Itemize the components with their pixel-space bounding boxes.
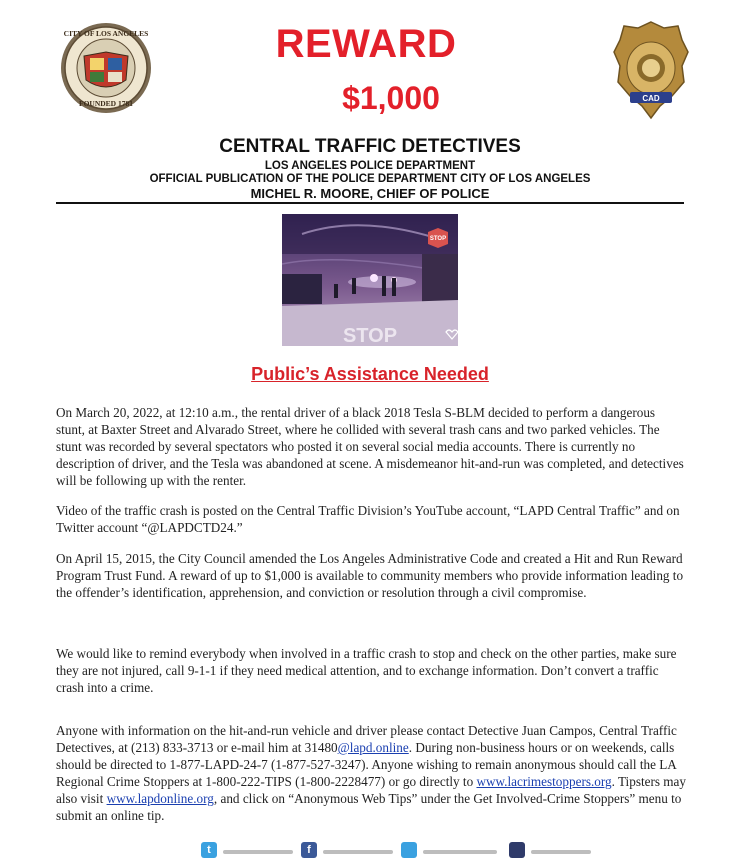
facebook-icon[interactable]: f xyxy=(301,842,317,858)
contact-paragraph xyxy=(56,722,686,824)
contact-text-1: Anyone with information on the hit-and-run vehicle and driver please contact Detective Juan Campos, Central Traffic Detectives, at (213) 833-3713 or e-mail him at 31480 xyxy=(56,723,677,755)
twitter-handle-text xyxy=(223,850,293,854)
badge-label: CAD xyxy=(642,94,660,103)
seal-top-text: CITY OF LOS ANGELES xyxy=(63,29,149,38)
incident-paragraph: On March 20, 2022, at 12:10 a.m., the rental driver of a black 2018 Tesla S-BLM decided to perform a dangerous stunt, at Baxter Street and Alvarado Street, where he collided with several trash cans and two parked vehicles. The stunt was recorded by several spectators who posted it on several social media accounts. There is currently no description of driver, and the Tesla was abandoned at scene. A misdemeanor hit-and-run was completed, and detectives will be following up with the renter. xyxy=(56,405,684,488)
twitter-icon[interactable]: t xyxy=(201,842,217,858)
header-divider xyxy=(56,202,684,204)
chief-of-police: MICHEL R. MOORE, CHIEF OF POLICE xyxy=(250,186,490,201)
contact-text-2: . During non-business hours or on weekends, calls should be directed to 1-877-LAPD-24-7 (1-877-527-3247). Anyone wishing to remain anonymous should call the LA Regional Crime Stoppers at 1-800-222-TIPS (1-800-2228477) or go directly to xyxy=(56,740,677,789)
street-stop-marking: STOP xyxy=(342,325,398,346)
detective-email-link[interactable]: @lapd.online xyxy=(337,740,409,755)
department-name: LOS ANGELES POLICE DEPARTMENT xyxy=(264,160,476,172)
twitter-secondary-text xyxy=(423,850,497,854)
stop-sign-text: STOP xyxy=(429,236,447,242)
lapdonline-link[interactable]: www.lapdonline.org xyxy=(106,791,214,806)
video-paragraph: Video of the traffic crash is posted on the Central Traffic Division’s YouTube account, “LAPD Central Traffic” and on Twitter account “@LAPDCTD24.” xyxy=(56,503,680,535)
contact-text-3: . Tipsters may also visit xyxy=(56,774,686,806)
crimestoppers-link[interactable]: www.lacrimestoppers.org xyxy=(476,774,612,789)
crash-video-still xyxy=(282,214,458,346)
seal-bottom-text: FOUNDED 1781 xyxy=(79,99,133,108)
facebook-handle-text xyxy=(323,850,393,854)
safety-reminder-paragraph: We would like to remind everybody when involved in a traffic crash to stop and check on the other parties, make sure they are not injured, call 9-1-1 if they need medical attention, and to exchange information. Don’t convert a traffic crash into a crime. xyxy=(56,646,677,695)
reward-title: REWARD xyxy=(275,22,457,66)
section-heading: Public’s Assistance Needed xyxy=(251,364,489,384)
publication-line: OFFICIAL PUBLICATION OF THE POLICE DEPARTMENT CITY OF LOS ANGELES xyxy=(149,173,591,185)
contact-text-4: , and click on “Anonymous Web Tips” under the Get Involved-Crime Stoppers” menu to submit an online tip. xyxy=(56,791,682,823)
reward-amount: $1,000 xyxy=(342,80,440,116)
unit-name: CENTRAL TRAFFIC DETECTIVES xyxy=(219,136,521,157)
department-logo-text xyxy=(531,850,591,854)
reward-program-paragraph: On April 15, 2015, the City Council amended the Los Angeles Administrative Code and created a Hit and Run Reward Program Trust Fund. A reward of up to $1,000 is available to community members who provide information leading to the offender’s identification, apprehension, and conviction or resolution through a civil compromise. xyxy=(56,551,684,600)
department-block xyxy=(0,160,732,186)
